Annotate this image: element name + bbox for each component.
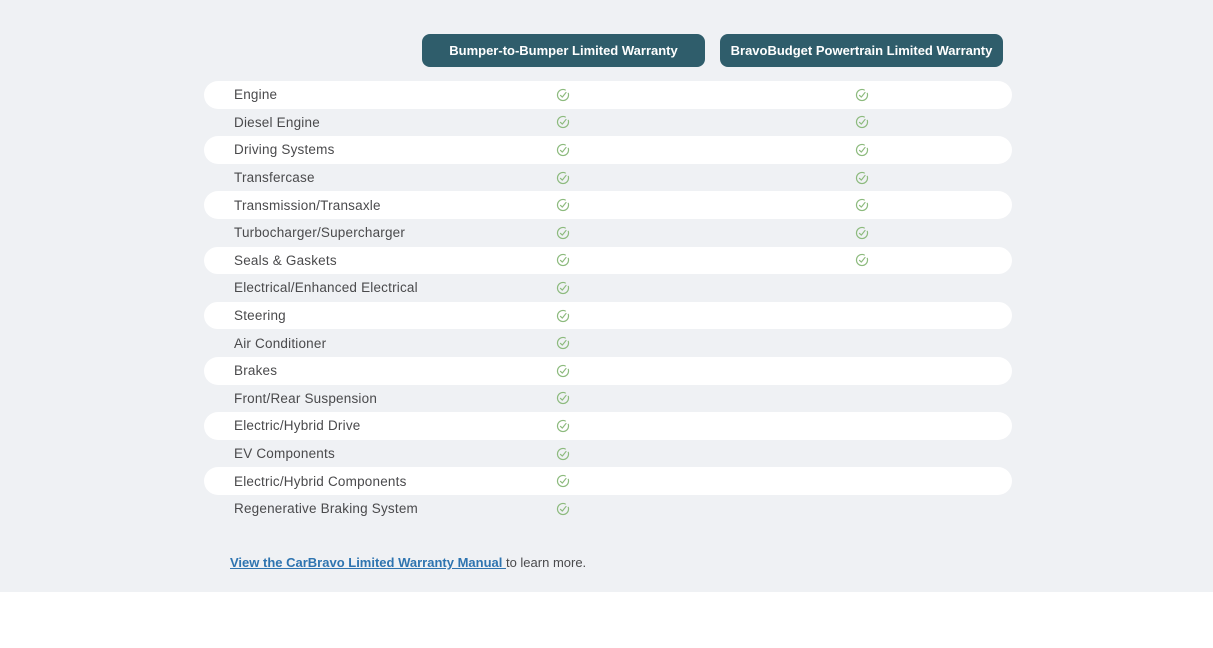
check-icon	[556, 419, 570, 433]
component-label: Engine	[234, 87, 278, 103]
check-icon	[556, 502, 570, 516]
component-label: Seals & Gaskets	[234, 252, 337, 268]
table-row	[204, 495, 1012, 523]
footer-suffix-text: to learn more.	[505, 555, 587, 570]
check-icon	[855, 143, 869, 157]
table-row	[204, 219, 1012, 247]
component-label: EV Components	[234, 446, 335, 462]
table-row	[204, 467, 1012, 495]
warranty-coverage-table	[204, 81, 1012, 523]
component-label: Transfercase	[234, 170, 315, 186]
table-row	[204, 274, 1012, 302]
check-icon	[556, 364, 570, 378]
check-icon	[556, 253, 570, 267]
component-label: Transmission/Transaxle	[234, 197, 381, 213]
column-header-powertrain-button[interactable]: BravoBudget Powertrain Limited Warranty	[720, 34, 1003, 67]
component-label: Steering	[234, 308, 286, 324]
component-label: Front/Rear Suspension	[234, 390, 378, 406]
table-row	[204, 357, 1012, 385]
check-icon	[556, 474, 570, 488]
check-icon	[556, 88, 570, 102]
check-icon	[855, 88, 869, 102]
check-icon	[556, 226, 570, 240]
check-icon	[556, 143, 570, 157]
warranty-manual-link[interactable]: View the CarBravo Limited Warranty Manual	[230, 555, 506, 570]
check-icon	[556, 391, 570, 405]
check-icon	[556, 447, 570, 461]
check-icon	[556, 115, 570, 129]
table-row	[204, 191, 1012, 219]
check-icon	[855, 171, 869, 185]
check-icon	[556, 198, 570, 212]
table-row	[204, 440, 1012, 468]
component-label: Turbocharger/Supercharger	[234, 225, 406, 241]
table-row	[204, 302, 1012, 330]
check-icon	[855, 115, 869, 129]
component-label: Diesel Engine	[234, 114, 320, 130]
component-label: Driving Systems	[234, 142, 335, 158]
table-row	[204, 329, 1012, 357]
check-icon	[556, 336, 570, 350]
table-row	[204, 81, 1012, 109]
check-icon	[556, 309, 570, 323]
table-row	[204, 136, 1012, 164]
check-icon	[855, 226, 869, 240]
table-row	[204, 164, 1012, 192]
component-label: Air Conditioner	[234, 335, 327, 351]
column-header-bumper-to-bumper-button[interactable]: Bumper-to-Bumper Limited Warranty	[422, 34, 705, 67]
table-row	[204, 247, 1012, 275]
check-icon	[855, 253, 869, 267]
check-icon	[855, 198, 869, 212]
table-row	[204, 412, 1012, 440]
component-label: Brakes	[234, 363, 278, 379]
footer-note	[230, 555, 586, 570]
component-label: Electric/Hybrid Components	[234, 473, 407, 489]
component-label: Regenerative Braking System	[234, 501, 418, 517]
table-row	[204, 109, 1012, 137]
check-icon	[556, 171, 570, 185]
component-label: Electrical/Enhanced Electrical	[234, 280, 418, 296]
component-label: Electric/Hybrid Drive	[234, 418, 361, 434]
table-row	[204, 385, 1012, 413]
check-icon	[556, 281, 570, 295]
